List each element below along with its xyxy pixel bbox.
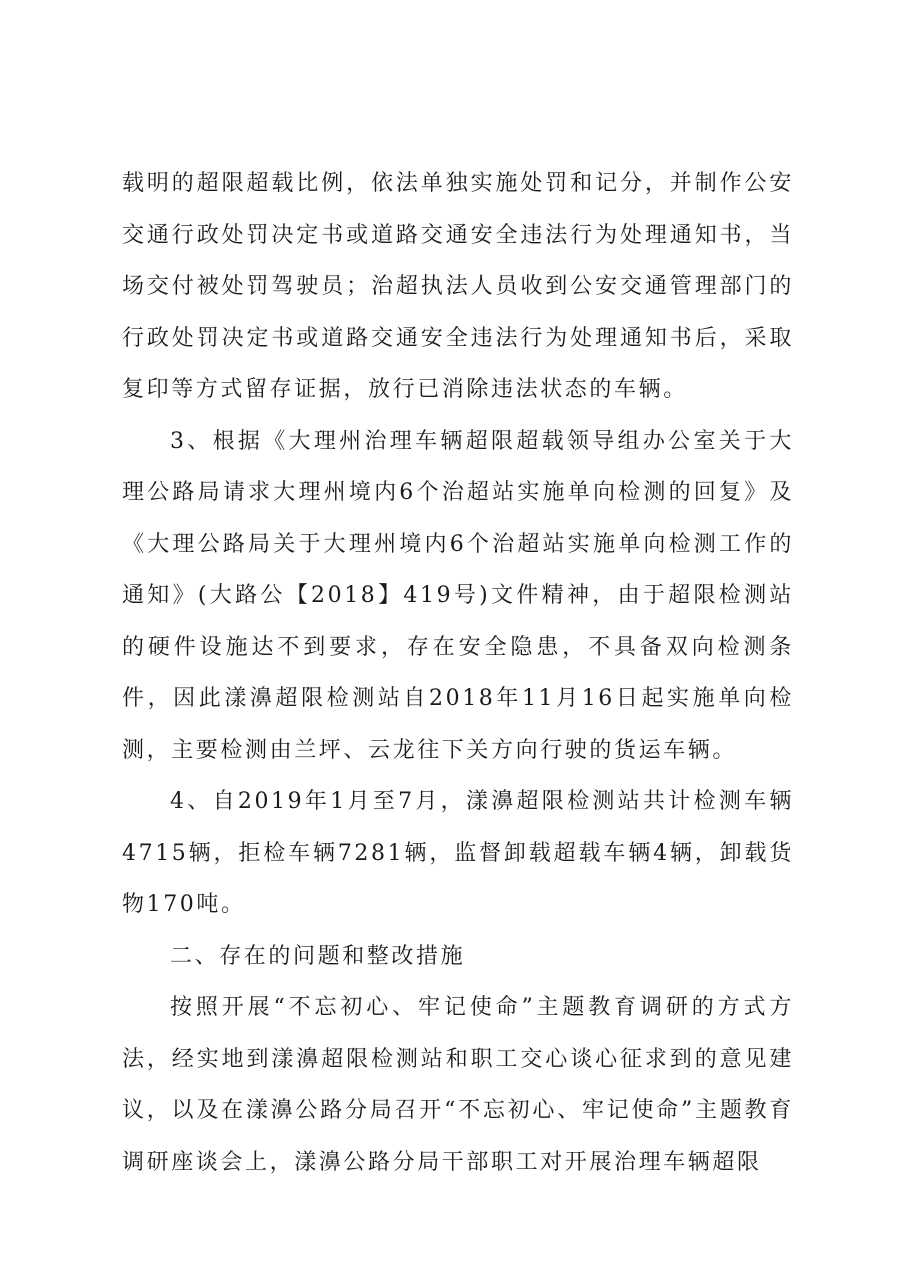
document-body: [122, 158, 794, 1188]
paragraph-item-4-inspection-statistics: 4、自2019年1月至7月，漾濞超限检测站共计检测车辆4715辆，拒检车辆7281辆，监督卸载超载车辆4辆，卸载货物170吨。: [122, 789, 794, 917]
paragraph-item-3-single-direction-inspection: 3、根据《大理州治理车辆超限超载领导组办公室关于大理公路局请求大理州境内6个治超站实施单向检测的回复》及《大理公路局关于大理州境内6个治超站实施单向检测工作的通知》(大路公【2018】419号)文件精神，由于超限检测站的硬件设施达不到要求，存在安全隐患，不具备双向检测条件，因此漾濞超限检测站自2018年11月16日起实施单向检测，主要检测由兰坪、云龙往下关方向行驶的货运车辆。: [122, 428, 794, 763]
paragraph-research-feedback: 按照开展“不忘初心、牢记使命”主题教育调研的方式方法，经实地到漾濞超限检测站和职工交心谈心征求到的意见建议，以及在漾濞公路分局召开“不忘初心、牢记使命”主题教育调研座谈会上，漾濞公路分局干部职工对开展治理车辆超限: [122, 995, 794, 1175]
section-heading-problems-and-measures: 二、存在的问题和整改措施: [170, 943, 466, 969]
paragraph-continued-penalty-procedure: 载明的超限超载比例，依法单独实施处罚和记分，并制作公安交通行政处罚决定书或道路交通安全违法行为处理通知书，当场交付被处罚驾驶员；治超执法人员收到公安交通管理部门的行政处罚决定书或道路交通安全违法行为处理通知书后，采取复印等方式留存证据，放行已消除违法状态的车辆。: [122, 171, 794, 402]
